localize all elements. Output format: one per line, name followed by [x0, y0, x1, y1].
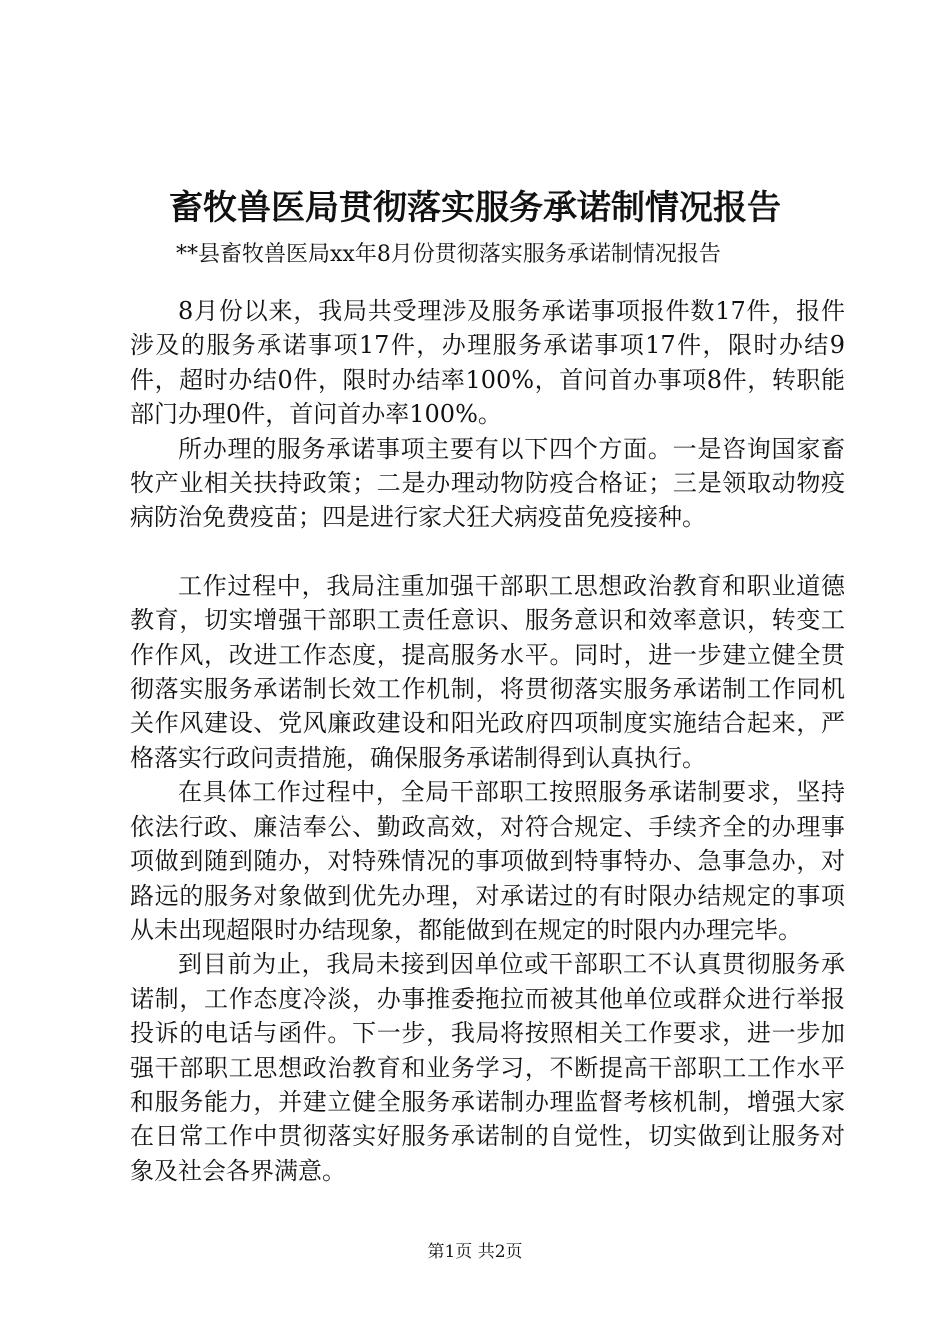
- paragraph-service-items: 所办理的服务承诺事项主要有以下四个方面。一是咨询国家畜牧产业相关扶持政策；二是办理动物防疫合格证；三是领取动物疫病防治免费疫苗；四是进行家犬狂犬病疫苗免疫接种。: [130, 434, 845, 532]
- document-title: 畜牧兽医局贯彻落实服务承诺制情况报告: [169, 188, 781, 228]
- document-body: [130, 294, 845, 1188]
- paragraph-specific-work: 在具体工作过程中，全局干部职工按照服务承诺制要求，坚持依法行政、廉洁奉公、勤政高效，对符合规定、手续齐全的办理事项做到随到随办，对特殊情况的事项做到特事特办、急事急办，对路远的服务对象做到优先办理，对承诺过的有时限办结规定的事项从未出现超限时办结现象，都能做到在规定的时限内办理完毕。: [130, 778, 845, 944]
- paragraph-next-steps: 到目前为止，我局未接到因单位或干部职工不认真贯彻服务承诺制，工作态度冷淡，办事推委拖拉而被其他单位或群众进行举报投诉的电话与函件。下一步，我局将按照相关工作要求，进一步加强干部职工思想政治教育和业务学习，不断提高干部职工工作水平和服务能力，并建立健全服务承诺制办理监督考核机制，增强大家在日常工作中贯彻落实好服务承诺制的自觉性，切实做到让服务对象及社会各界满意。: [130, 950, 845, 1185]
- paragraph-work-process: 工作过程中，我局注重加强干部职工思想政治教育和职业道德教育，切实增强干部职工责任意识、服务意识和效率意识，转变工作作风，改进工作态度，提高服务水平。同时，进一步建立健全贯彻落实服务承诺制长效工作机制，将贯彻落实服务承诺制工作同机关作风建设、党风廉政建设和阳光政府四项制度实施结合起来，严格落实行政问责措施，确保服务承诺制得到认真执行。: [130, 571, 845, 772]
- document-subtitle: **县畜牧兽医局xx年8月份贯彻落实服务承诺制情况报告: [176, 242, 721, 267]
- paragraph-statistics: 8月份以来，我局共受理涉及服务承诺事项报件数17件，报件涉及的服务承诺事项17件，办理服务承诺事项17件，限时办结9件，超时办结0件，限时办结率100%，首问首办事项8件，转职能部门办理0件，首问首办率100%。: [130, 297, 845, 429]
- page-number-footer: 第1页 共2页: [427, 1242, 523, 1262]
